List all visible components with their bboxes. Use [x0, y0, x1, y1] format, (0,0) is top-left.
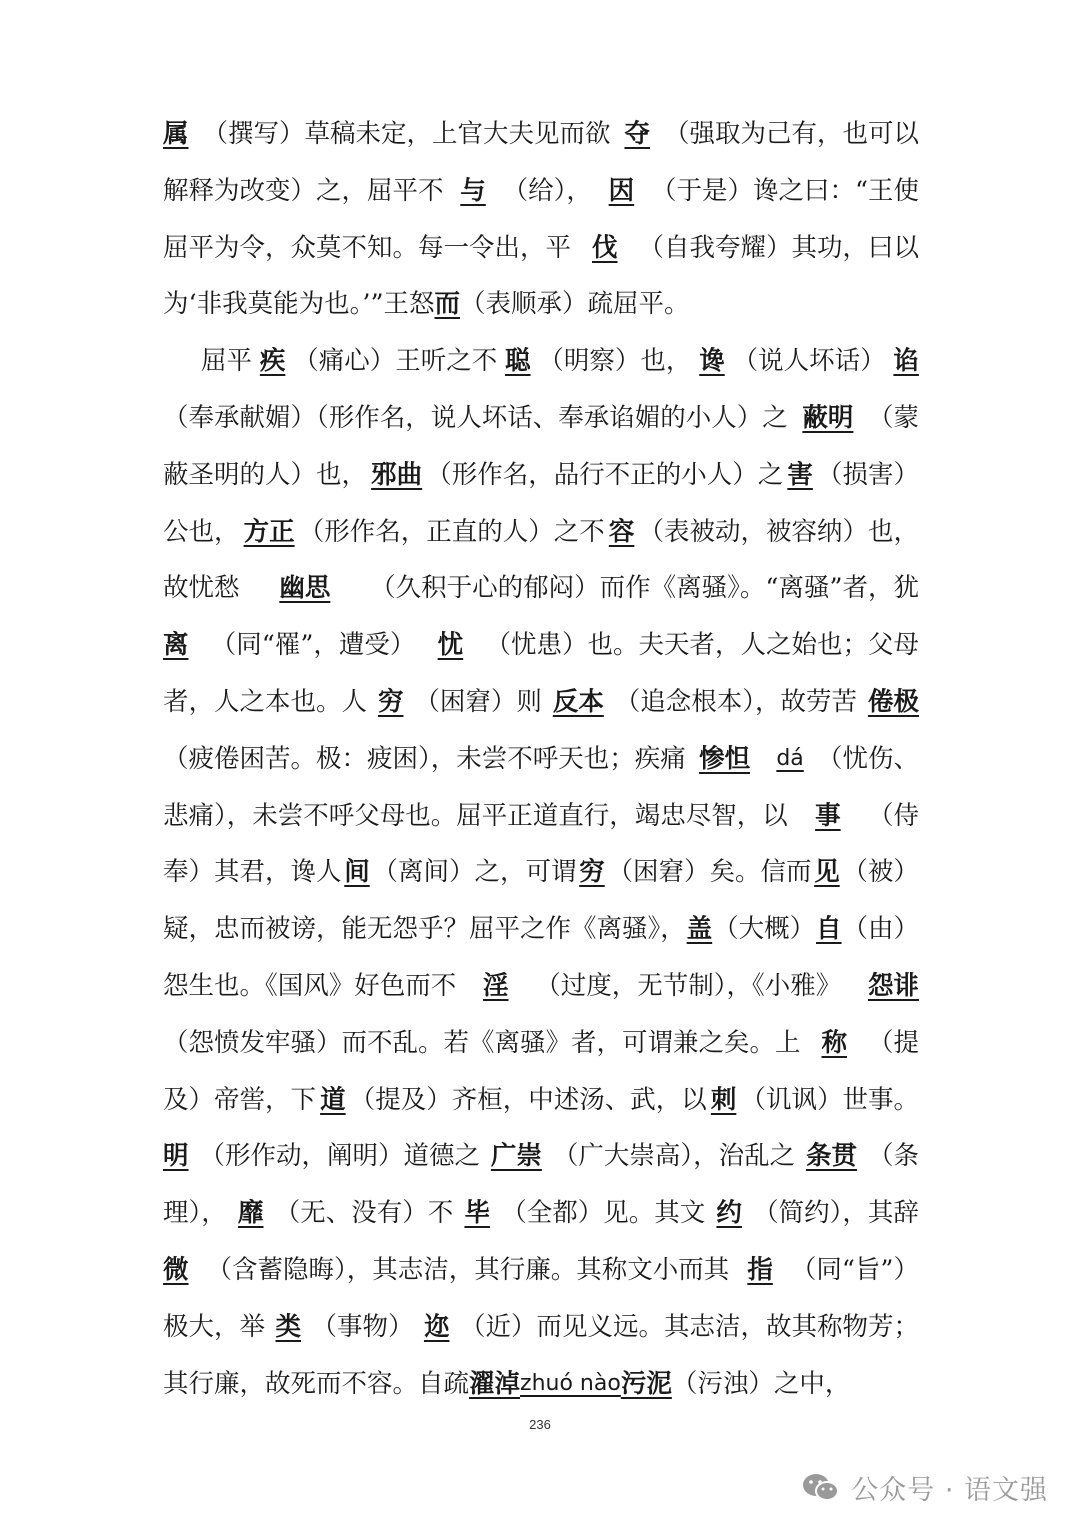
- text-segment: （含蓄隐晦），其志洁，其行廉。其称文小而其: [206, 1254, 730, 1285]
- annotated-word: 容: [608, 516, 635, 547]
- text-segment: （简约），其辞: [753, 1198, 919, 1229]
- text-line: [163, 106, 919, 163]
- text-segment: （怨愤发牢骚）而不乱。若《离骚》者，可谓兼之矣。上: [163, 1027, 801, 1058]
- text-segment: （自我夸耀）其功，曰以: [638, 232, 919, 263]
- annotated-word: 淫: [482, 970, 509, 1001]
- text-line: [163, 1015, 919, 1072]
- text-segment: 及）帝喾，下: [163, 1084, 317, 1115]
- text-line: [163, 220, 919, 277]
- text-segment: （说人坏话）: [732, 346, 886, 377]
- annotated-word: 属: [163, 119, 189, 149]
- text-segment: （提及）齐桓，中述汤、武，以: [349, 1084, 707, 1115]
- text-segment: 极大，举: [163, 1311, 266, 1342]
- text-segment: （损害）: [816, 459, 919, 490]
- text-segment: 蔽圣明的人）也，: [163, 459, 368, 490]
- annotated-word: 因: [608, 175, 635, 206]
- text-line: [163, 560, 919, 617]
- annotated-word: 约: [716, 1198, 742, 1229]
- text-segment: （表顺承）疏屈平。: [460, 289, 690, 320]
- annotated-word: 条贯: [806, 1141, 858, 1172]
- annotated-word: 类: [275, 1311, 301, 1342]
- text-segment: （讥讽）世事。: [740, 1084, 919, 1115]
- text-segment: （条: [867, 1141, 919, 1172]
- text-segment: （追念根本），故劳苦: [614, 686, 858, 717]
- annotated-word: 疾: [259, 346, 286, 377]
- annotated-word: 迩: [423, 1311, 450, 1342]
- text-segment: （形作动，阐明）道德之: [199, 1141, 480, 1172]
- pinyin: dá: [776, 745, 804, 771]
- annotated-word: 穷: [579, 857, 605, 888]
- text-segment: （过度，无节制），《小雅》: [535, 970, 842, 1001]
- text-segment: 公也，: [163, 516, 240, 547]
- annotated-word: 与: [460, 175, 486, 206]
- text-segment: （形作名，品行不正的小人）之: [426, 459, 784, 490]
- annotated-word: 谄: [893, 346, 919, 377]
- text-segment: （困窘）则: [414, 686, 542, 717]
- text-segment: （困窘）矣。信而: [607, 857, 812, 888]
- watermark: [801, 1468, 1048, 1507]
- annotated-word: 称: [821, 1027, 847, 1058]
- text-segment: （离间）之，可谓: [372, 857, 577, 888]
- text-line: [163, 1356, 919, 1413]
- text-segment: 怨生也。《国风》好色而不: [163, 970, 457, 1001]
- text-segment: （给），: [502, 175, 592, 206]
- text-segment: （久积于心的郁闷）而作《离骚》。“离骚”者，犹: [370, 573, 919, 604]
- annotated-word: 怨诽: [867, 970, 919, 1001]
- text-line: [163, 390, 919, 447]
- annotated-word: 指: [747, 1254, 773, 1285]
- annotated-word: 穷: [377, 686, 404, 717]
- text-segment: 解释为改变）之，屈平不: [163, 175, 444, 206]
- text-segment: （同“旨”）: [790, 1254, 919, 1285]
- text-segment: （忧患）也。夫天者，人之始也；父母: [485, 630, 919, 661]
- text-line: [163, 163, 919, 220]
- annotated-word: 濯淖: [469, 1368, 521, 1399]
- page-number: 236: [529, 1417, 551, 1432]
- annotated-word: 方正: [243, 516, 295, 547]
- annotated-word: 毕: [464, 1198, 490, 1229]
- annotated-word: 蔽明: [802, 402, 854, 433]
- pinyin: zhuó nào: [520, 1370, 621, 1396]
- text-line: [163, 674, 919, 731]
- text-segment: （强取为己有，也可以: [663, 119, 919, 149]
- annotated-word: 害: [787, 459, 813, 490]
- text-segment: 悲痛），未尝不呼父母也。屈平正道直行，竭忠尽智，以: [163, 800, 788, 831]
- annotated-word: 微: [163, 1254, 189, 1285]
- text-segment: （事物）: [311, 1311, 414, 1342]
- text-line: [163, 333, 919, 390]
- annotated-word: 间: [344, 857, 370, 888]
- annotated-word: 倦极: [867, 686, 919, 717]
- text-line: [163, 901, 919, 958]
- text-segment: 理），: [163, 1198, 227, 1229]
- annotated-word: 邪曲: [371, 459, 423, 490]
- text-segment: （明察）也，: [538, 346, 692, 377]
- text-segment: （蒙: [867, 402, 919, 433]
- annotated-word: 夺: [624, 119, 650, 149]
- annotated-word: 明: [163, 1141, 189, 1172]
- text-segment: （表被动，被容纳）也，: [638, 516, 919, 547]
- text-line: [163, 958, 919, 1015]
- text-line: [163, 504, 919, 561]
- text-segment: （于是）谗之曰：“王使: [650, 175, 919, 206]
- annotated-word: 靡: [237, 1198, 264, 1229]
- text-segment: 奉）其君，谗人: [163, 857, 342, 888]
- annotated-word: 刺: [710, 1084, 737, 1115]
- text-line: [163, 1299, 919, 1356]
- text-segment: 其行廉，故死而不容。自疏: [163, 1368, 470, 1399]
- text-segment: 为‘非我莫能为也。’”王怒: [163, 289, 435, 320]
- annotated-word: 幽思: [279, 573, 331, 604]
- annotated-word: 忧: [437, 630, 464, 661]
- text-segment: （污浊）之中，: [671, 1368, 851, 1399]
- annotated-word: 伐: [591, 232, 618, 263]
- text-line: [163, 1128, 919, 1185]
- text-segment: （奉承献媚）（形作名，说人坏话、奉承谄媚的小人）之: [163, 402, 788, 433]
- text-segment: （无、没有）不: [274, 1198, 454, 1229]
- text-segment: （被）: [842, 857, 919, 888]
- annotated-word: 盖: [686, 914, 713, 945]
- text-line: [163, 788, 919, 845]
- text-segment: 者，人之本也。人: [163, 686, 368, 717]
- text-segment: 疑，忠而被谤，能无怨乎？屈平之作《离骚》，: [163, 914, 686, 945]
- text-line: [163, 447, 919, 504]
- annotated-word: 道: [320, 1084, 346, 1115]
- text-line: [163, 617, 919, 674]
- text-line: [163, 276, 919, 333]
- watermark-text: 公众号 · 语文强: [851, 1475, 1048, 1506]
- text-segment: （由）: [842, 914, 919, 945]
- annotated-word: 事: [815, 800, 841, 831]
- text-segment: （广大崇高），治乱之: [552, 1141, 796, 1172]
- text-segment: （近）而见义远。其志洁，故其称物芳；: [459, 1311, 919, 1342]
- annotated-word: 而: [434, 289, 461, 320]
- text-line: [163, 1242, 919, 1299]
- annotated-word: 污泥: [620, 1368, 672, 1399]
- annotated-word: 谗: [699, 346, 725, 377]
- text-segment: （痛心）王听之不: [293, 346, 498, 377]
- wechat-icon: [801, 1472, 841, 1504]
- annotated-word: 离: [163, 630, 189, 661]
- text-segment: 屈平为令，众莫不知。每一令出，平: [163, 232, 572, 263]
- text-segment: （形作名，正直的人）之不: [298, 516, 605, 547]
- text-line: [163, 844, 919, 901]
- annotated-word: 自: [816, 914, 842, 945]
- text-line: [163, 1072, 919, 1129]
- text-segment: 屈平: [201, 346, 253, 377]
- text-segment: （提: [867, 1027, 919, 1058]
- annotated-word: 广崇: [490, 1141, 542, 1172]
- text-segment: 故忧愁: [163, 573, 240, 604]
- text-segment: （疲倦困苦。极：疲困），未尝不呼天也；疾痛: [163, 743, 686, 774]
- text-segment: （忧伤、: [816, 743, 919, 774]
- document-body: [163, 106, 919, 1412]
- text-segment: （同“罹”，遭受）: [210, 630, 416, 661]
- text-line: [163, 731, 919, 788]
- annotated-word: 反本: [552, 686, 604, 717]
- text-segment: （侍: [867, 800, 919, 831]
- text-segment: （全都）见。其文: [501, 1198, 706, 1229]
- text-segment: （大概）: [713, 914, 816, 945]
- annotated-word: 聪: [505, 346, 531, 377]
- text-segment: （撰写）草稿未定，上官大夫见而欲: [202, 119, 611, 149]
- annotated-word: 惨怛: [698, 743, 750, 774]
- text-line: [163, 1185, 919, 1242]
- annotated-word: 见: [814, 857, 840, 888]
